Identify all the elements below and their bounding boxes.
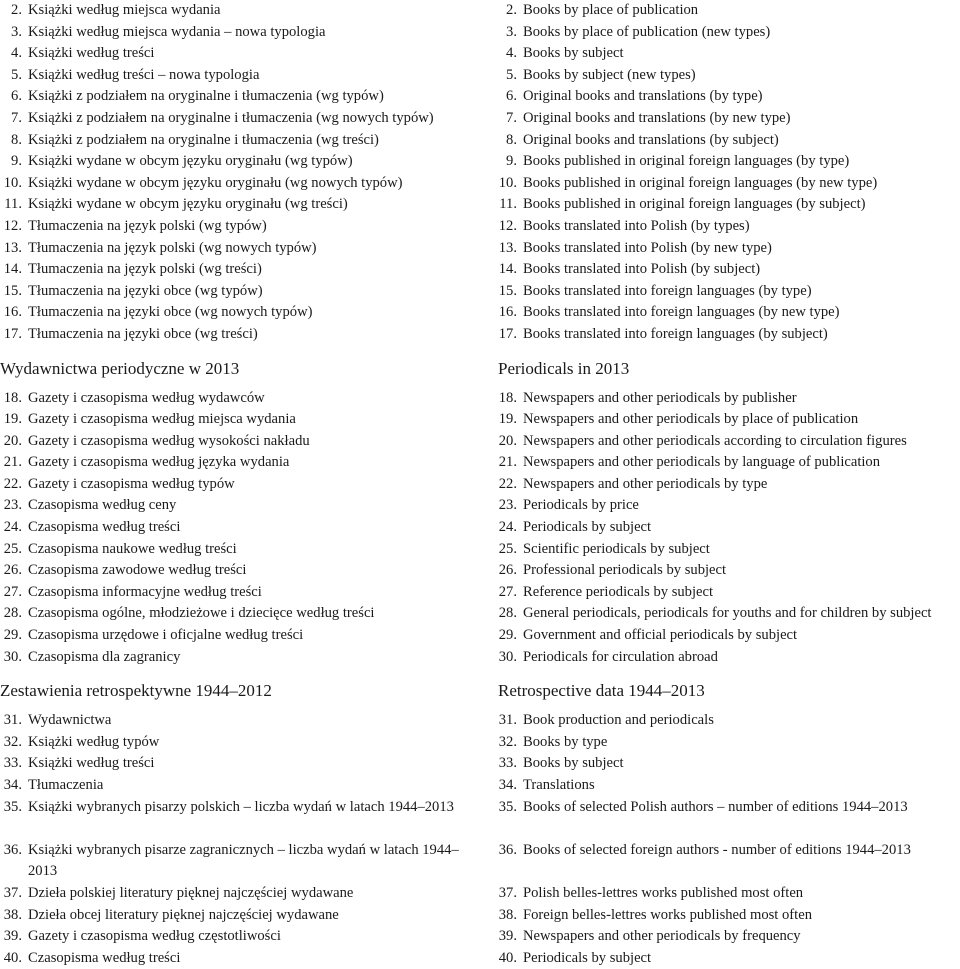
item-number: 24. — [498, 519, 517, 536]
item-text: Tłumaczenia na języki obce (wg nowych typów) — [28, 304, 313, 321]
list-item — [0, 409, 485, 431]
list-item — [0, 948, 485, 969]
item-number: 32. — [498, 733, 517, 750]
list-item — [498, 797, 960, 840]
list-item — [0, 0, 485, 22]
item-text: Newspapers and other periodicals by place of publication — [523, 411, 859, 428]
item-text: Government and official periodicals by subject — [523, 627, 798, 644]
item-text: Books translated into foreign languages (by subject) — [523, 325, 828, 342]
list-item — [0, 840, 485, 883]
item-number: 19. — [498, 411, 517, 428]
list-item — [498, 732, 960, 754]
item-number: 12. — [3, 217, 22, 234]
list-item — [0, 216, 485, 238]
item-number: 38. — [498, 906, 517, 923]
item-text: Czasopisma informacyjne według treści — [28, 583, 262, 600]
item-text: Tłumaczenia na język polski (wg typów) — [28, 217, 267, 234]
item-number: 19. — [3, 411, 22, 428]
list-item — [0, 539, 485, 561]
list-item — [498, 259, 960, 281]
item-number: 10. — [3, 174, 22, 191]
item-number: 12. — [498, 217, 517, 234]
list-item — [0, 905, 485, 927]
item-number: 14. — [498, 261, 517, 278]
english-books-list — [498, 0, 960, 346]
list-item — [498, 625, 960, 647]
item-text: Newspapers and other periodicals by language of publication — [523, 454, 881, 471]
item-text: Newspapers and other periodicals by type — [523, 475, 768, 492]
list-item — [0, 130, 485, 152]
polish-periodicals-heading: Wydawnictwa periodyczne w 2013 — [0, 358, 240, 378]
item-text: Periodicals by price — [523, 497, 639, 514]
list-item — [0, 194, 485, 216]
list-item — [498, 431, 960, 453]
item-number: 40. — [498, 949, 517, 966]
item-number: 26. — [3, 562, 22, 579]
list-item — [498, 905, 960, 927]
item-number: 18. — [498, 389, 517, 406]
item-text: Wydawnictwa — [28, 712, 112, 729]
item-number: 21. — [3, 454, 22, 471]
list-item — [0, 926, 485, 948]
item-number: 40. — [3, 949, 22, 966]
item-text: Książki z podziałem na oryginalne i tłumaczenia (wg typów) — [28, 88, 384, 105]
item-number: 7. — [506, 109, 517, 126]
list-item — [0, 452, 485, 474]
item-text: Books of selected Polish authors – number of editions 1944–2013 — [523, 798, 908, 815]
item-number: 25. — [498, 540, 517, 557]
item-number: 5. — [506, 66, 517, 83]
item-text: Czasopisma urzędowe i oficjalne według treści — [28, 627, 304, 644]
list-item — [498, 216, 960, 238]
item-text: Czasopisma dla zagranicy — [28, 648, 181, 665]
english-retro-list — [498, 710, 960, 969]
item-number: 33. — [3, 755, 22, 772]
polish-retro-heading: Zestawienia retrospektywne 1944–2012 — [0, 681, 272, 701]
list-item — [0, 108, 485, 130]
list-item — [0, 797, 485, 840]
item-number: 15. — [3, 282, 22, 299]
item-text: Original books and translations (by subject) — [523, 131, 779, 148]
polish-books-list — [0, 0, 485, 346]
list-item — [0, 474, 485, 496]
list-item — [0, 281, 485, 303]
list-item — [0, 582, 485, 604]
item-number: 16. — [498, 304, 517, 321]
item-number: 26. — [498, 562, 517, 579]
list-item — [498, 388, 960, 410]
item-text: Newspapers and other periodicals according to circulation figures — [523, 432, 907, 449]
item-text: Tłumaczenia na język polski (wg nowych typów) — [28, 239, 317, 256]
item-text: Dzieła polskiej literatury pięknej najczęściej wydawane — [28, 884, 354, 901]
item-text: Original books and translations (by new type) — [523, 109, 791, 126]
item-text: Professional periodicals by subject — [523, 562, 727, 579]
list-item — [498, 130, 960, 152]
item-number: 13. — [498, 239, 517, 256]
item-text: Books by type — [523, 733, 608, 750]
english-column — [498, 0, 960, 969]
item-text: Gazety i czasopisma według wydawców — [28, 389, 265, 406]
list-item — [0, 517, 485, 539]
item-text: Book production and periodicals — [523, 712, 714, 729]
list-item — [0, 775, 485, 797]
list-item — [498, 603, 960, 625]
item-text: Czasopisma według treści — [28, 949, 181, 966]
list-item — [498, 775, 960, 797]
list-item — [0, 151, 485, 173]
polish-periodicals-list — [0, 388, 485, 669]
item-text: Polish belles-lettres works published most often — [523, 884, 804, 901]
item-text: Książki według typów — [28, 733, 160, 750]
item-number: 17. — [498, 325, 517, 342]
item-number: 27. — [498, 583, 517, 600]
item-number: 23. — [498, 497, 517, 514]
list-item — [498, 43, 960, 65]
list-item — [0, 732, 485, 754]
list-item — [0, 238, 485, 260]
list-item — [0, 302, 485, 324]
item-text: Books translated into Polish (by types) — [523, 217, 750, 234]
item-text: Tłumaczenia — [28, 777, 104, 793]
item-number: 39. — [498, 928, 517, 945]
list-item — [0, 647, 485, 669]
item-text: Dzieła obcej literatury pięknej najczęściej wydawane — [28, 906, 339, 923]
list-item — [0, 753, 485, 775]
item-text: Original books and translations (by type) — [523, 88, 763, 105]
item-text: Czasopisma naukowe według treści — [28, 540, 237, 557]
list-item — [0, 259, 485, 281]
item-number: 11. — [4, 196, 22, 213]
item-text: Książki według treści — [28, 755, 155, 772]
item-number: 36. — [498, 841, 517, 858]
list-item — [0, 431, 485, 453]
item-text: Reference periodicals by subject — [523, 583, 714, 600]
item-number: 34. — [498, 777, 517, 793]
item-number: 2. — [11, 2, 22, 18]
list-item — [0, 883, 485, 905]
item-number: 36. — [3, 841, 22, 858]
list-item — [498, 560, 960, 582]
item-text: Czasopisma zawodowe według treści — [28, 562, 247, 579]
item-text: Scientific periodicals by subject — [523, 540, 710, 557]
item-text: Tłumaczenia na języki obce (wg typów) — [28, 282, 263, 299]
list-item — [498, 108, 960, 130]
item-text: General periodicals, periodicals for youths and for children by subject — [523, 605, 932, 622]
item-text: Books published in original foreign languages (by subject) — [523, 196, 866, 213]
item-text: Gazety i czasopisma według częstotliwości — [28, 928, 281, 945]
item-text: Gazety i czasopisma według typów — [28, 475, 235, 492]
item-text: Books translated into foreign languages (by type) — [523, 282, 812, 299]
polish-retro-list — [0, 710, 485, 969]
item-number: 17. — [3, 325, 22, 342]
item-number: 29. — [498, 627, 517, 644]
item-number: 23. — [3, 497, 22, 514]
item-number: 31. — [3, 712, 22, 729]
list-item — [498, 65, 960, 87]
list-item — [0, 22, 485, 44]
item-text: Translations — [523, 777, 595, 793]
list-item — [498, 883, 960, 905]
english-retro-heading: Retrospective data 1944–2013 — [498, 681, 705, 701]
item-text: Books published in original foreign languages (by new type) — [523, 174, 878, 191]
item-number: 16. — [3, 304, 22, 321]
list-item — [0, 710, 485, 732]
item-text: Books by subject — [523, 45, 624, 62]
list-item — [0, 324, 485, 346]
item-text: Czasopisma według ceny — [28, 497, 177, 514]
item-text: Periodicals by subject — [523, 519, 652, 536]
item-number: 10. — [498, 174, 517, 191]
list-item — [0, 173, 485, 195]
item-text: Książki według miejsca wydania — [28, 2, 221, 18]
item-text: Gazety i czasopisma według języka wydania — [28, 454, 290, 471]
list-item — [498, 539, 960, 561]
item-number: 22. — [498, 475, 517, 492]
item-number: 31. — [498, 712, 517, 729]
item-text: Książki wydane w obcym języku oryginału (wg treści) — [28, 196, 348, 213]
item-text: Books published in original foreign languages (by type) — [523, 153, 850, 170]
item-number: 8. — [11, 131, 22, 148]
list-item — [498, 409, 960, 431]
item-number: 8. — [506, 131, 517, 148]
list-item — [498, 926, 960, 948]
item-number: 34. — [3, 777, 22, 793]
item-number: 5. — [11, 66, 22, 83]
item-text: Periodicals for circulation abroad — [523, 648, 718, 665]
item-number: 15. — [498, 282, 517, 299]
item-number: 6. — [11, 88, 22, 105]
item-text: Periodicals by subject — [523, 949, 652, 966]
item-text: Tłumaczenia na języki obce (wg treści) — [28, 325, 258, 342]
item-text: Książki według treści — [28, 45, 155, 62]
item-number: 9. — [11, 153, 22, 170]
list-item — [498, 194, 960, 216]
item-text: Książki według miejsca wydania – nowa typologia — [28, 23, 326, 40]
list-item — [498, 474, 960, 496]
list-item — [498, 753, 960, 775]
item-number: 39. — [3, 928, 22, 945]
item-number: 27. — [3, 583, 22, 600]
item-text: Foreign belles-lettres works published most often — [523, 906, 812, 923]
list-item — [0, 603, 485, 625]
item-text: Czasopisma według treści — [28, 519, 181, 536]
item-text: Książki z podziałem na oryginalne i tłumaczenia (wg treści) — [28, 131, 379, 148]
item-number: 30. — [498, 648, 517, 665]
item-text: Books translated into foreign languages (by new type) — [523, 304, 840, 321]
item-number: 2. — [506, 2, 517, 18]
item-number: 20. — [3, 432, 22, 449]
item-text: Newspapers and other periodicals by publisher — [523, 389, 797, 406]
item-text: Books by subject (new types) — [523, 66, 696, 83]
item-number: 29. — [3, 627, 22, 644]
item-number: 13. — [3, 239, 22, 256]
list-item — [0, 625, 485, 647]
list-item — [498, 517, 960, 539]
list-item — [0, 560, 485, 582]
item-number: 4. — [506, 45, 517, 62]
item-number: 14. — [3, 261, 22, 278]
item-text: Gazety i czasopisma według miejsca wydania — [28, 411, 296, 428]
list-item — [498, 324, 960, 346]
item-number: 35. — [3, 798, 22, 815]
item-text: Books of selected foreign authors - number of editions 1944–2013 — [523, 841, 911, 858]
item-number: 4. — [11, 45, 22, 62]
item-number: 22. — [3, 475, 22, 492]
list-item — [498, 948, 960, 969]
item-text: Książki wydane w obcym języku oryginału (wg typów) — [28, 153, 353, 170]
list-item — [0, 65, 485, 87]
list-item — [0, 495, 485, 517]
list-item — [498, 495, 960, 517]
list-item — [498, 582, 960, 604]
item-number: 9. — [506, 153, 517, 170]
item-number: 33. — [498, 755, 517, 772]
item-text: Czasopisma ogólne, młodzieżowe i dziecięce według treści — [28, 605, 375, 622]
item-text: Newspapers and other periodicals by frequency — [523, 928, 801, 945]
item-text: Książki z podziałem na oryginalne i tłumaczenia (wg nowych typów) — [28, 109, 434, 126]
english-periodicals-heading: Periodicals in 2013 — [498, 358, 630, 378]
item-number: 20. — [498, 432, 517, 449]
item-number: 37. — [498, 884, 517, 901]
item-number: 3. — [11, 23, 22, 40]
item-number: 28. — [498, 605, 517, 622]
list-item — [498, 173, 960, 195]
item-text: Książki według treści – nowa typologia — [28, 66, 260, 83]
list-item — [498, 281, 960, 303]
list-item — [0, 43, 485, 65]
item-number: 18. — [3, 389, 22, 406]
list-item — [498, 710, 960, 732]
item-number: 35. — [498, 798, 517, 815]
list-item — [0, 86, 485, 108]
list-item — [498, 302, 960, 324]
item-text: Books translated into Polish (by new type) — [523, 239, 772, 256]
item-text: Gazety i czasopisma według wysokości nakładu — [28, 432, 310, 449]
item-text: Książki wybranych pisarze zagranicznych – liczba wydań w latach 1944–2013 — [28, 841, 459, 880]
list-item — [498, 86, 960, 108]
item-text: Books by subject — [523, 755, 624, 772]
item-number: 6. — [506, 88, 517, 105]
list-item — [498, 238, 960, 260]
english-periodicals-list — [498, 388, 960, 669]
item-number: 21. — [498, 454, 517, 471]
list-item — [498, 840, 960, 883]
item-number: 37. — [3, 884, 22, 901]
item-text: Books by place of publication — [523, 2, 699, 18]
item-number: 32. — [3, 733, 22, 750]
item-number: 25. — [3, 540, 22, 557]
item-text: Książki wydane w obcym języku oryginału (wg nowych typów) — [28, 174, 403, 191]
list-item — [498, 151, 960, 173]
item-number: 3. — [506, 23, 517, 40]
item-number: 24. — [3, 519, 22, 536]
list-item — [0, 388, 485, 410]
list-item — [498, 452, 960, 474]
item-number: 28. — [3, 605, 22, 622]
item-text: Książki wybranych pisarzy polskich – liczba wydań w latach 1944–2013 — [28, 798, 454, 815]
item-number: 7. — [11, 109, 22, 126]
list-item — [498, 647, 960, 669]
list-item — [498, 22, 960, 44]
item-number: 11. — [499, 196, 517, 213]
item-number: 38. — [3, 906, 22, 923]
item-text: Books translated into Polish (by subject) — [523, 261, 761, 278]
item-text: Tłumaczenia na język polski (wg treści) — [28, 261, 262, 278]
item-number: 30. — [3, 648, 22, 665]
item-text: Books by place of publication (new types) — [523, 23, 771, 40]
list-item — [498, 0, 960, 22]
